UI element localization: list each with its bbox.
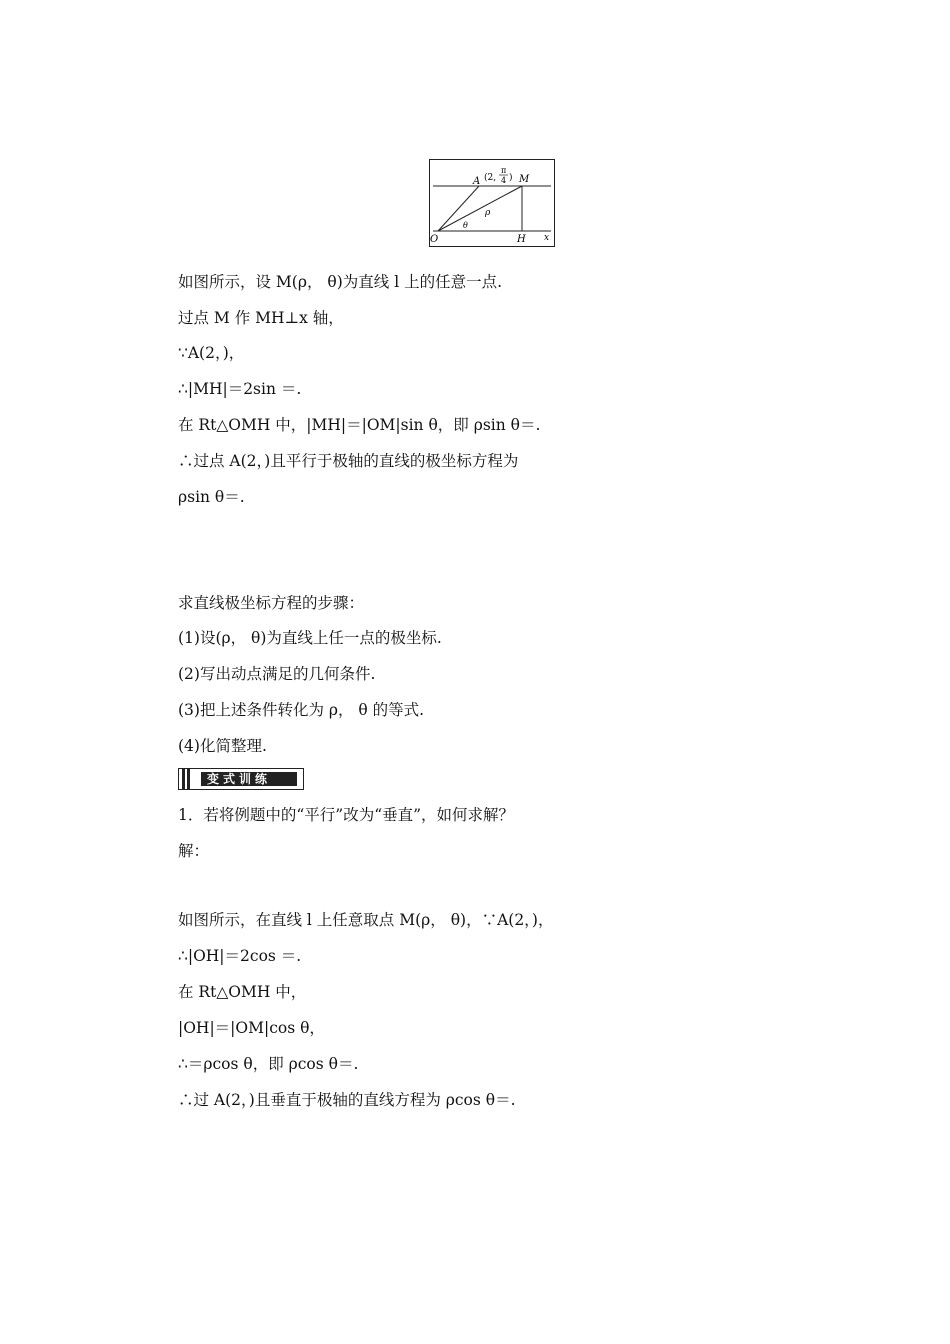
text-line: 如图所示，在直线 l 上任意取点 M(ρ， θ)，∵A(2，)， [178, 911, 554, 929]
label-theta: θ [463, 221, 468, 230]
label-close: ) [509, 173, 513, 183]
text-line: 在 Rt△OMH 中，|MH|＝|OM|sin θ，即 ρsin θ＝. [178, 416, 541, 434]
label-4: 4 [501, 176, 507, 185]
label-rho: ρ [485, 208, 491, 218]
text-line: ∴＝ρcos θ，即 ρcos θ＝. [178, 1055, 359, 1073]
exercise-question: 1．若将例题中的“平行”改为“垂直”，如何求解？ [178, 806, 515, 824]
step-item: (4)化简整理. [178, 737, 267, 755]
label-M: M [519, 174, 530, 185]
label-O: O [430, 234, 439, 245]
polar-line-figure [429, 159, 555, 247]
text-line: 如图所示，设 M(ρ， θ)为直线 l 上的任意一点. [178, 273, 503, 291]
label-pi: π [501, 166, 507, 175]
text-line: 过点 M 作 MH⊥x 轴， [178, 309, 344, 327]
text-line: ∵A(2，)， [178, 344, 245, 362]
text-line: ∴|MH|＝2sin ＝. [178, 380, 302, 398]
step-item: (2)写出动点满足的几何条件. [178, 665, 376, 683]
text-line: ∴过 A(2，)且垂直于极轴的直线方程为 ρcos θ＝. [178, 1091, 516, 1109]
section-banner [178, 768, 304, 790]
label-A: A [473, 176, 481, 187]
banner-label: 变式训练 [201, 772, 297, 786]
text-line: ρsin θ＝. [178, 488, 245, 506]
step-item: (3)把上述条件转化为 ρ， θ 的等式. [178, 701, 425, 719]
step-item: (1)设(ρ， θ)为直线上任一点的极坐标. [178, 629, 442, 647]
text-line: ∴过点 A(2，)且平行于极轴的直线的极坐标方程为 [178, 452, 519, 470]
exercise-answer-label: 解： [178, 842, 210, 860]
label-x: x [544, 233, 550, 243]
text-line: |OH|＝|OM|cos θ， [178, 1019, 325, 1037]
text-line: 在 Rt△OMH 中， [178, 983, 307, 1001]
text-line: ∴|OH|＝2cos ＝. [178, 947, 302, 965]
label-H: H [517, 234, 526, 245]
label-coord: (2, [484, 173, 497, 183]
steps-heading: 求直线极坐标方程的步骤： [178, 594, 365, 612]
banner-bars-icon [179, 769, 201, 789]
